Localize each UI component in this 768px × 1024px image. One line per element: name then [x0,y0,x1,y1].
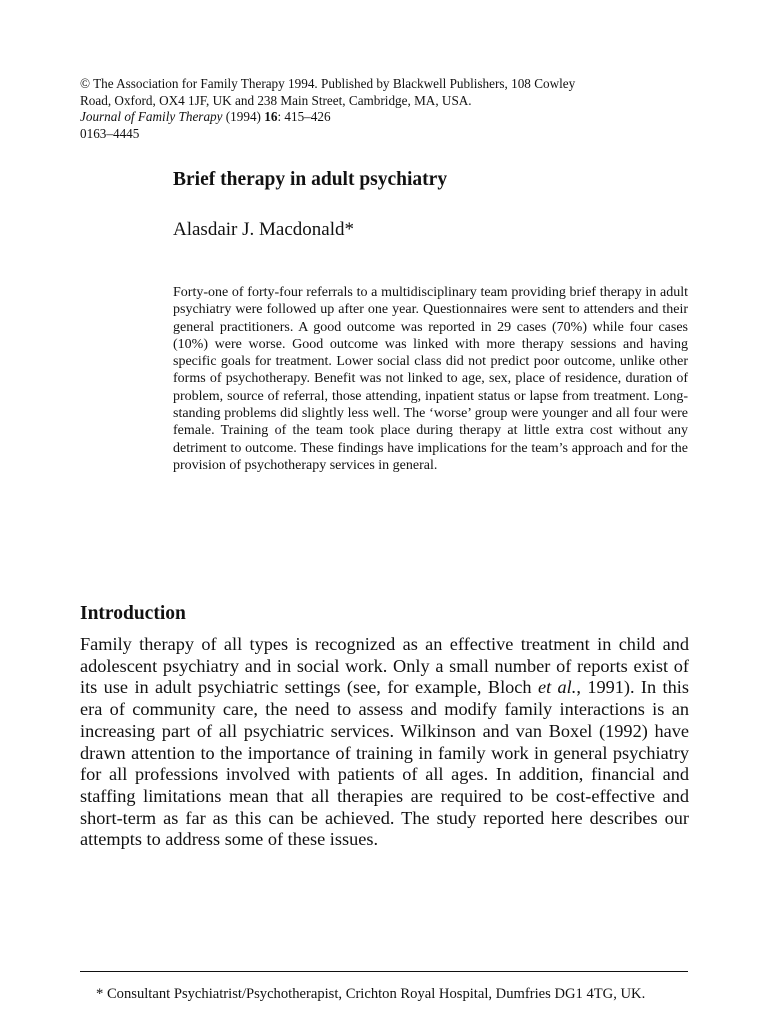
copyright-line-1: © The Association for Family Therapy 1994. Published by Blackwell Publishers, 108 Cowley [80,76,576,91]
publication-header [80,76,690,142]
journal-pages: : 415–426 [277,109,331,125]
article-author: Alasdair J. Macdonald* [173,219,354,240]
journal-name: Journal of Family Therapy [80,109,223,125]
journal-year: (1994) [222,109,265,125]
footnote-divider [80,971,688,972]
issn: 0163–4445 [80,125,140,141]
introduction-et-al: et al. [537,677,577,698]
abstract: Forty-one of forty-four referrals to a multidisciplinary team providing brief therapy in adult psychiatry were followed up after one year. Questionnaires were sent to attenders and their general practitioners. A good outcome was reported in 29 cases (70%) while four cases (10%) were worse. Good outcome was linked with more therapy sessions and having specific goals for treatment. Lower social class did not predict poor outcome, unlike other forms of psychotherapy. Benefit was not linked to age, sex, place of residence, duration of problem, source of referral, those attending, inpatient status or lapse from treatment. Long-standing problems did slightly less well. The ‘worse’ group were younger and all four were female. Training of the team took place during therapy at little extra cost without any detriment to outcome. These findings have implications for the team’s approach and for the provision of psychotherapy services in general. [173,285,688,473]
copyright-line-2: Road, Oxford, OX4 1JF, UK and 238 Main Street, Cambridge, MA, USA. [80,92,472,108]
introduction-text-1: Family therapy of all types is recognized as an effective treatment in child and adolescent psychiatry and in social work. Only a small number of reports exist of its use in adult psychiatric settings (see, for example, Bloch [80,634,689,698]
introduction-text-2: , 1991). In this era of community care, the need to assess and modify family interactions is an increasing part of all psychiatric services. Wilkinson and van Boxel (1992) have drawn attention to the importance of training in family work in general psychiatry for all professions involved with patients of all ages. In addition, financial and staffing limitations mean that all therapies are required to be cost-effective and short-term as far as this can be achieved. The study reported here describes our attempts to address some of these issues. [80,677,689,850]
introduction-paragraph [80,634,689,851]
article-title: Brief therapy in adult psychiatry [173,169,448,190]
author-footnote: * Consultant Psychiatrist/Psychotherapist, Crichton Royal Hospital, Dumfries DG1 4TG, UK. [96,986,646,1002]
section-heading-introduction: Introduction [80,603,186,624]
journal-citation [80,109,690,126]
journal-volume: 16 [264,109,278,125]
